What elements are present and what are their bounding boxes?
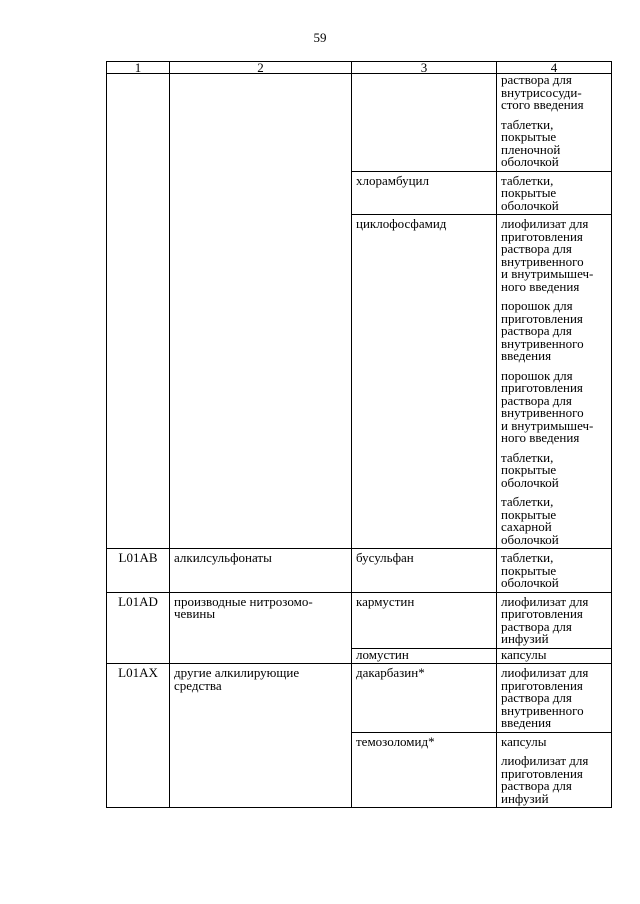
group-name: алкилсульфонаты <box>170 549 352 593</box>
drug-cell: хлорамбуцил <box>352 171 497 215</box>
dosage-form: лиофилизат для приготовления раствора для внутривенного введения <box>501 665 589 730</box>
dosage-form: таблетки, покрытые оболочкой <box>501 449 559 490</box>
table-row <box>107 592 612 648</box>
group-name <box>170 664 352 808</box>
drug-cell: дакарбазин* <box>352 664 497 733</box>
page-number: 59 <box>313 30 327 45</box>
dosage-form: лиофилизат для приготовления раствора для внутривенного и внутримышеч- ного введения <box>501 216 594 294</box>
atc-code: L01AX <box>107 664 170 808</box>
drug-cell: циклофосфамид <box>352 215 497 549</box>
drug-table <box>106 61 612 808</box>
group-cell <box>170 74 352 549</box>
forms-cell <box>497 549 612 593</box>
table-row <box>107 664 612 733</box>
code-cell <box>107 74 170 549</box>
atc-code: L01AB <box>107 549 170 593</box>
dosage-form: капсулы <box>501 733 547 749</box>
drug-cell: кармустин <box>352 592 497 648</box>
column-header-4: 4 <box>497 62 612 74</box>
dosage-form: таблетки, покрытые пленочной оболочкой <box>501 116 561 169</box>
forms-cell <box>497 171 612 215</box>
group-name-text: производные нитрозомо- чевины <box>174 593 313 621</box>
forms-cell <box>497 215 612 549</box>
dosage-form: порошок для приготовления раствора для внутривенного и внутримышеч- ного введения <box>501 367 594 445</box>
column-header-1: 1 <box>107 62 170 74</box>
forms-cell <box>497 732 612 808</box>
dosage-form: таблетки, покрытые оболочкой <box>501 550 559 590</box>
forms-cell <box>497 664 612 733</box>
forms-cell <box>497 74 612 172</box>
dosage-form: таблетки, покрытые оболочкой <box>501 172 559 213</box>
dosage-form: лиофилизат для приготовления раствора для инфузий <box>501 593 589 646</box>
drug-cell: бусульфан <box>352 549 497 593</box>
forms-cell <box>497 592 612 648</box>
group-name-text: другие алкилирующие средства <box>174 665 300 693</box>
drug-cell: темозоломид* <box>352 732 497 808</box>
dosage-form: таблетки, покрытые сахарной оболочкой <box>501 494 559 547</box>
dosage-form: капсулы <box>501 646 547 662</box>
forms-cell <box>497 648 612 664</box>
dosage-form: порошок для приготовления раствора для внутривенного введения <box>501 298 584 363</box>
column-header-3: 3 <box>352 62 497 74</box>
group-name <box>170 592 352 664</box>
drug-cell: ломустин <box>352 648 497 664</box>
table-row <box>107 549 612 593</box>
dosage-form: раствора для внутрисосуди- стого введения <box>501 72 584 112</box>
table-row <box>107 74 612 172</box>
drug-cell <box>352 74 497 172</box>
atc-code: L01AD <box>107 592 170 664</box>
dosage-form: лиофилизат для приготовления раствора для инфузий <box>501 753 589 806</box>
column-header-2: 2 <box>170 62 352 74</box>
